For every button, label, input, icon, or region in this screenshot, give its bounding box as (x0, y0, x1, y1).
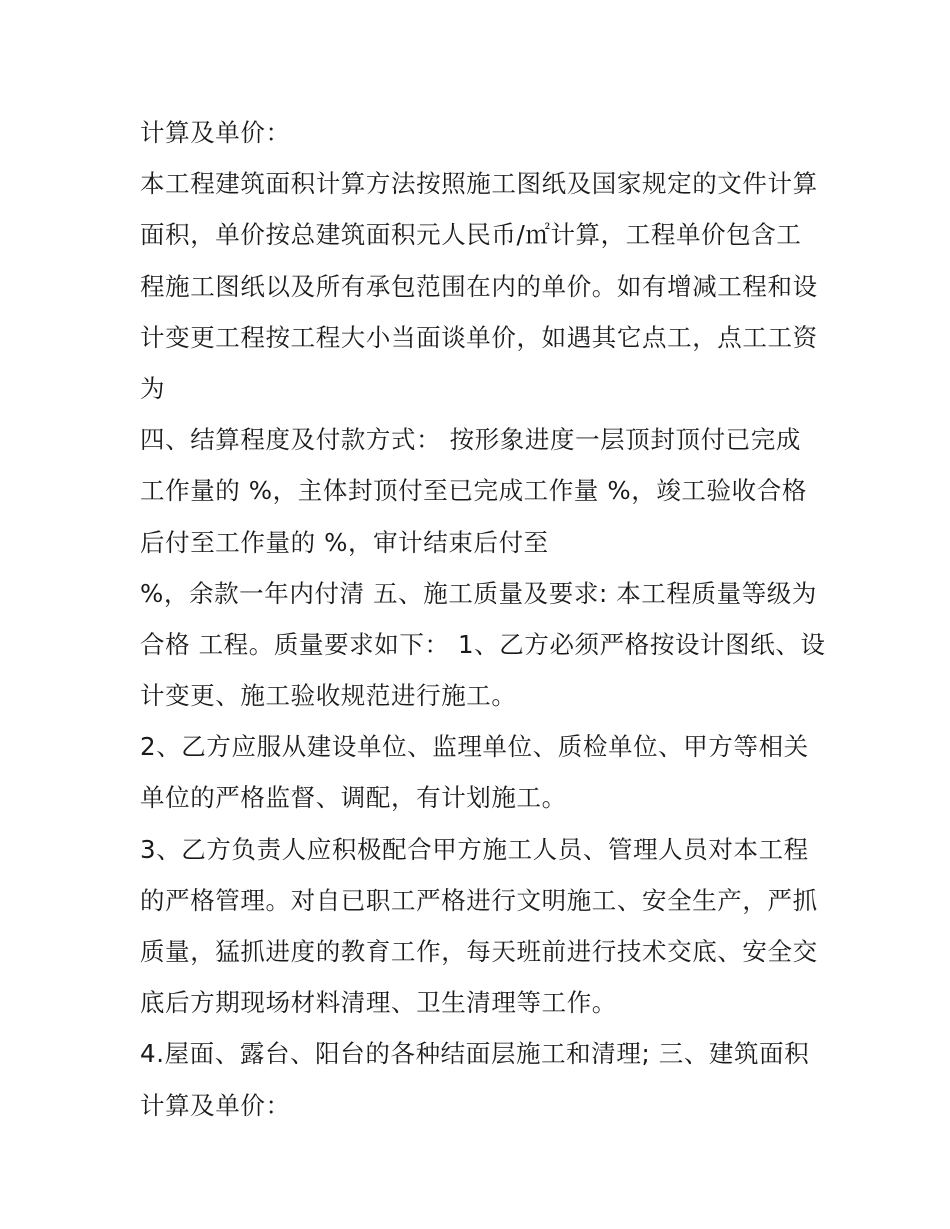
text-line: 本工程建筑面积计算方法按照施工图纸及国家规定的文件计算 (140, 169, 818, 199)
text-line: 底后方期现场材料清理、卫生清理等工作。 (140, 988, 617, 1018)
text-line: 合格 工程。质量要求如下： 1、乙方必须严格按设计图纸、设 (140, 629, 826, 659)
text-line: 的严格管理。对自已职工严格进行文明施工、安全生产，严抓 (140, 885, 818, 915)
document-body (140, 107, 826, 1131)
text-line: 计变更、施工验收规范进行施工。 (140, 681, 517, 711)
text-line: 2、乙方应服从建设单位、监理单位、质检单位、甲方等相关 (140, 732, 809, 762)
text-line: 后付至工作量的 %，审计结束后付至 (140, 527, 549, 557)
text-line: 质量，猛抓进度的教育工作，每天班前进行技术交底、安全交 (140, 937, 818, 966)
text-line: 计算及单价： (140, 1090, 291, 1120)
text-line: 计算及单价： (140, 118, 291, 147)
text-line: 3、乙方负责人应积极配合甲方施工人员、管理人员对本工程 (140, 834, 809, 864)
text-line: 为 (140, 373, 166, 403)
text-line: 面积，单价按总建筑面积元人民币/㎡计算，工程单价包含工 (140, 220, 802, 250)
text-line: 单位的严格监督、调配，有计划施工。 (140, 783, 567, 813)
text-line: 4.屋面、露台、阳台的各种结面层施工和清理; 三、建筑面积 (140, 1039, 810, 1069)
text-line: 四、结算程度及付款方式： 按形象进度一层顶封顶付已完成 (140, 425, 801, 455)
text-line: %，余款一年内付清 五、施工质量及要求: 本工程质量等级为 (140, 578, 818, 608)
text-line: 程施工图纸以及所有承包范围在内的单价。如有增减工程和设 (140, 271, 818, 301)
text-line: 工作量的 %，主体封顶付至已完成工作量 %，竣工验收合格 (140, 476, 807, 506)
text-line: 计变更工程按工程大小当面谈单价，如遇其它点工，点工工资 (140, 322, 818, 352)
